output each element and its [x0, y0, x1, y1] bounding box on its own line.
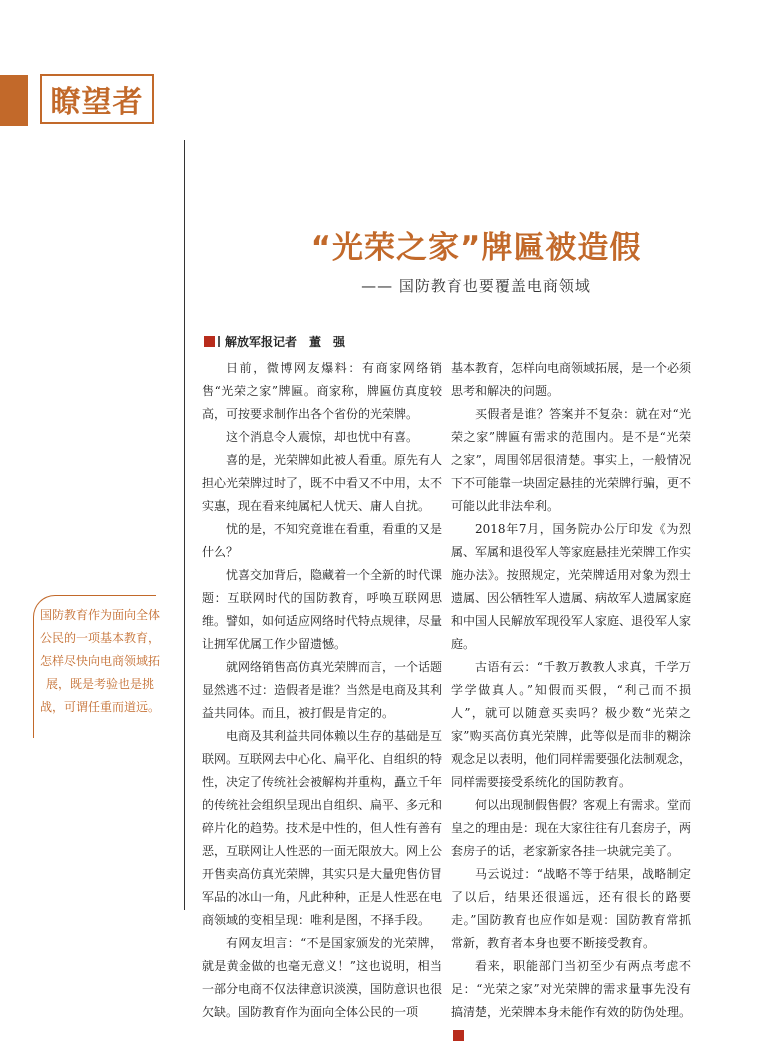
byline-marker-icon [204, 336, 215, 347]
paragraph: 日前，微博网友爆料：有商家网络销售“光荣之家”牌匾。商家称，牌匾仿真度较高，可按要求制作出各个省份的光荣牌。 [202, 361, 442, 421]
paragraph: 这个消息令人震惊，却也忧中有喜。 [226, 430, 419, 444]
section-tab-bar [0, 75, 28, 126]
paragraph: 就网络销售高仿真光荣牌而言，一个话题显然逃不过：造假者是谁？当然是电商及其利益共同体。而且，被打假是肯定的。 [202, 660, 443, 720]
paragraph: 马云说过：“战略不等于结果，战略制定了以后，结果还很遥远，还有很长的路要走。”国防教育也应作如是观：国防教育常抓常新，教育者本身也要不断接受教育。 [451, 867, 691, 950]
article-title: “光荣之家”牌匾被造假 [310, 230, 642, 266]
paragraph: 基本教育，怎样向电商领域拓展，是一个必须思考和解决的问题。 [451, 361, 692, 398]
paragraph: 古语有云：“千教万教教人求真，千学万学学做真人。”知假而买假，“利己而不损人”，就可以随意买卖吗？极少数“光荣之家”购买高仿真光荣牌，此等似是而非的糊涂观念足以表明，他们同样需要强化法制观念，同样需要接受系统化的国防教育。 [451, 660, 692, 789]
paragraph: 忧的是，不知究竟谁在看重，看重的又是什么？ [202, 522, 443, 559]
pull-quote: 国防教育作为面向全体公民的一项基本教育，怎样尽快向电商领域拓展，既是考验也是挑战，可谓任重而道远。 [40, 608, 161, 714]
column-tag-label: 瞭望者 [50, 85, 144, 120]
byline-bar-icon [218, 336, 220, 347]
right-column [451, 357, 691, 1047]
article-subtitle: —— 国防教育也要覆盖电商领域 [361, 277, 591, 295]
paragraph-text: 看来，职能部门当初至少有两点考虑不足：“光荣之家”对光荣牌的需求量事先没有搞清楚，光荣牌本身未能作有效的防伪处理。 [451, 959, 692, 1019]
paragraph: 忧喜交加背后，隐藏着一个全新的时代课题：互联网时代的国防教育，呼唤互联网思维。譬如，如何适应网络时代特点规律，尽量让拥军优属工作少留遗憾。 [202, 568, 443, 651]
vertical-divider [184, 140, 185, 910]
paragraph: 买假者是谁？答案并不复杂：就在对“光荣之家”牌匾有需求的范围内。是不是“光荣之家”，周围邻居很清楚。事实上，一般情况下不可能靠一块固定悬挂的光荣牌行骗，更不可能以此非法牟利。 [451, 407, 692, 513]
left-column [202, 357, 442, 1024]
paragraph: 电商及其利益共同体赖以生存的基础是互联网。互联网去中心化、扁平化、自组织的特性，决定了传统社会被解构并重构，矗立千年的传统社会组织呈现出自组织、扁平、多元和碎片化的趋势。技术是中性的，但人性有善有恶，互联网让人性恶的一面无限放大。网上公开售卖高仿真光荣牌，其实只是大量兜售仿冒军品的冰山一角，凡此种种，正是人性恶在电商领域的变相呈现：唯利是图，不择手段。 [202, 729, 443, 927]
paragraph: 有网友坦言：“不是国家颁发的光荣牌，就是黄金做的也毫无意义！”这也说明，相当一部分电商不仅法律意识淡漠，国防意识也很欠缺。国防教育作为面向全体公民的一项 [202, 936, 443, 1019]
paragraph: 何以出现制假售假？客观上有需求。堂而皇之的理由是：现在大家往往有几套房子，两套房子的话，老家新家各挂一块就完美了。 [451, 798, 692, 858]
column-tag [40, 74, 154, 124]
byline [204, 333, 345, 350]
paragraph: 2018年7月，国务院办公厅印发《为烈属、军属和退役军人等家庭悬挂光荣牌工作实施办法》。按照规定，光荣牌适用对象为烈士遗属、因公牺牲军人遗属、病故军人遗属家庭和中国人民解放军现役军人家庭、退役军人家庭。 [451, 522, 692, 651]
end-mark-icon: G [453, 1030, 464, 1041]
final-paragraph [451, 955, 691, 1047]
paragraph: 喜的是，光荣牌如此被人看重。原先有人担心光荣牌过时了，既不中看又不中用，太不实惠，现在看来纯属杞人忧天、庸人自扰。 [202, 453, 443, 513]
byline-text: 解放军报记者 董 强 [225, 335, 346, 349]
